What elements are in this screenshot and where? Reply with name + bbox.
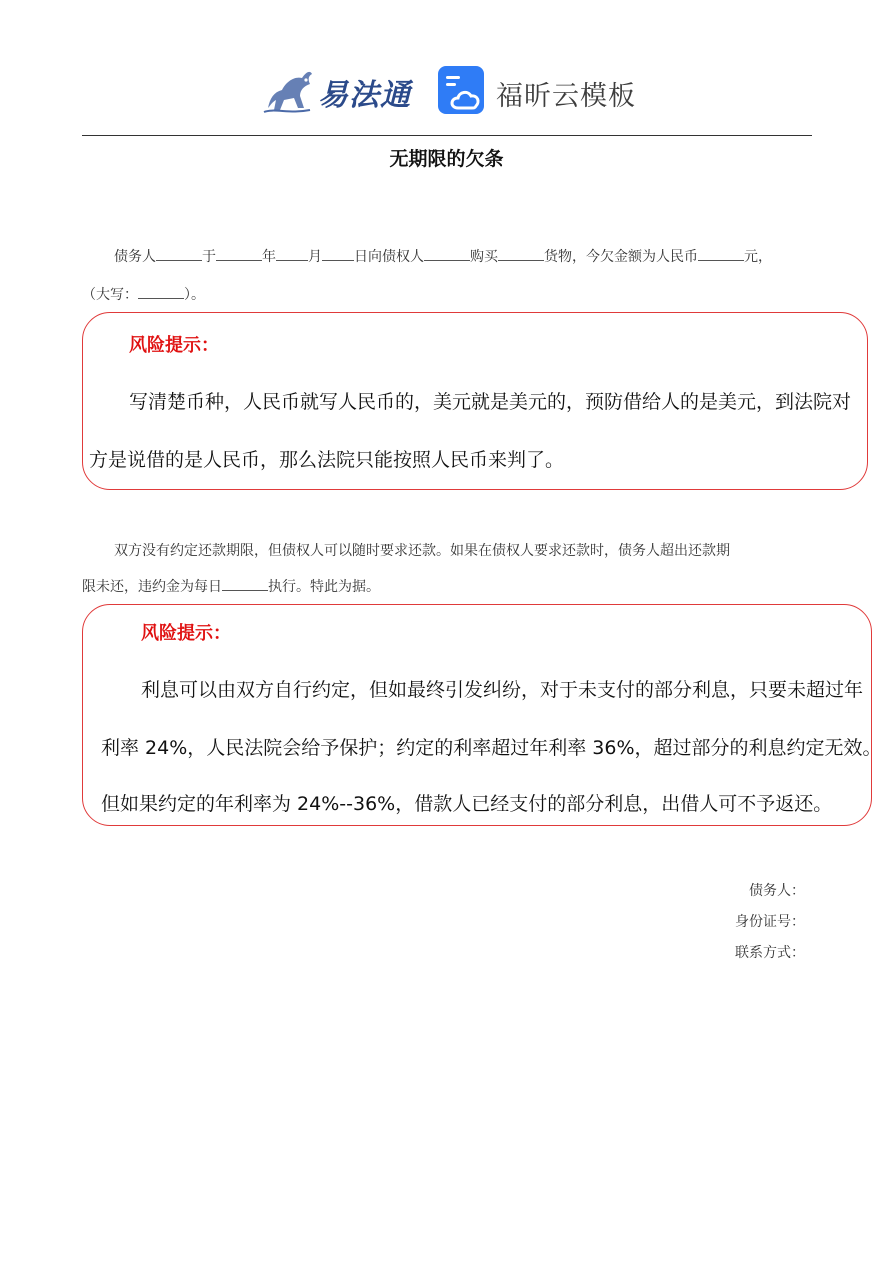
risk-tip-line: 但如果约定的年利率为 24%--36%，借款人已经支付的部分利息，出借人可不予返还。 xyxy=(101,793,833,815)
text-capital: （大写： xyxy=(82,287,138,303)
cloud-document-icon xyxy=(436,64,488,116)
iou-p2-line-2 xyxy=(82,576,380,596)
iou-p2-line-1: 双方没有约定还款期限，但债权人可以随时要求还款。如果在债权人要求还款时，债务人超出还款期 xyxy=(114,543,730,559)
foxit-template-logo-text: 福昕云模板 xyxy=(496,81,636,112)
risk-tip-line: 利息可以由双方自行约定，但如最终引发纠纷，对于未支付的部分利息，只要未超过年 xyxy=(141,679,864,701)
blank-penalty-rate[interactable] xyxy=(222,576,268,591)
blank-amount[interactable] xyxy=(698,246,744,261)
text-month: 月 xyxy=(308,249,322,265)
blank-debtor-name[interactable] xyxy=(156,246,202,261)
signature-id-number: 身份证号： xyxy=(735,914,805,930)
text-on: 于 xyxy=(202,249,216,265)
text-penalty: 限未还，违约金为每日 xyxy=(82,579,222,595)
risk-tip-box-1 xyxy=(82,312,868,490)
blank-creditor-name[interactable] xyxy=(424,246,470,261)
blank-amount-capital[interactable] xyxy=(138,284,184,299)
foxit-template-logo xyxy=(436,64,636,120)
blank-year[interactable] xyxy=(216,246,262,261)
text-yuan: 元， xyxy=(744,249,772,265)
risk-tip-box-2 xyxy=(82,604,882,826)
yifatong-logo xyxy=(260,62,420,120)
text-year: 年 xyxy=(262,249,276,265)
text-execute: 执行。特此为据。 xyxy=(268,579,380,595)
blank-month[interactable] xyxy=(276,246,308,261)
text-goods-owed: 货物，今欠金额为人民币 xyxy=(544,249,698,265)
blank-day[interactable] xyxy=(322,246,354,261)
risk-tip-line: 方是说借的是人民币，那么法院只能按照人民币来判了。 xyxy=(89,449,565,471)
blank-goods[interactable] xyxy=(498,246,544,261)
iou-line-1 xyxy=(114,246,772,266)
risk-tip-title: 风险提示： xyxy=(141,623,231,644)
text-purchase: 购买 xyxy=(470,249,498,265)
page-header xyxy=(0,60,893,124)
risk-tip-line: 写清楚币种，人民币就写人民币的，美元就是美元的，预防借给人的是美元，到法院对 xyxy=(129,391,852,413)
document-title: 无期限的欠条 xyxy=(389,148,504,170)
risk-tip-title: 风险提示： xyxy=(129,335,219,356)
risk-tip-line: 利率 24%，人民法院会给予保护；约定的利率超过年利率 36%，超过部分的利息约定无效。 xyxy=(101,737,882,759)
signature-contact: 联系方式： xyxy=(735,945,805,961)
signature-debtor: 债务人： xyxy=(749,883,805,899)
yifatong-logo-text: 易法通 xyxy=(318,78,411,113)
text-debtor: 债务人 xyxy=(114,249,156,265)
text-day-from-creditor: 日向债权人 xyxy=(354,249,424,265)
qilin-icon xyxy=(260,62,318,120)
text-close: ）。 xyxy=(184,287,205,303)
header-divider xyxy=(82,135,812,136)
iou-line-2 xyxy=(82,284,205,304)
